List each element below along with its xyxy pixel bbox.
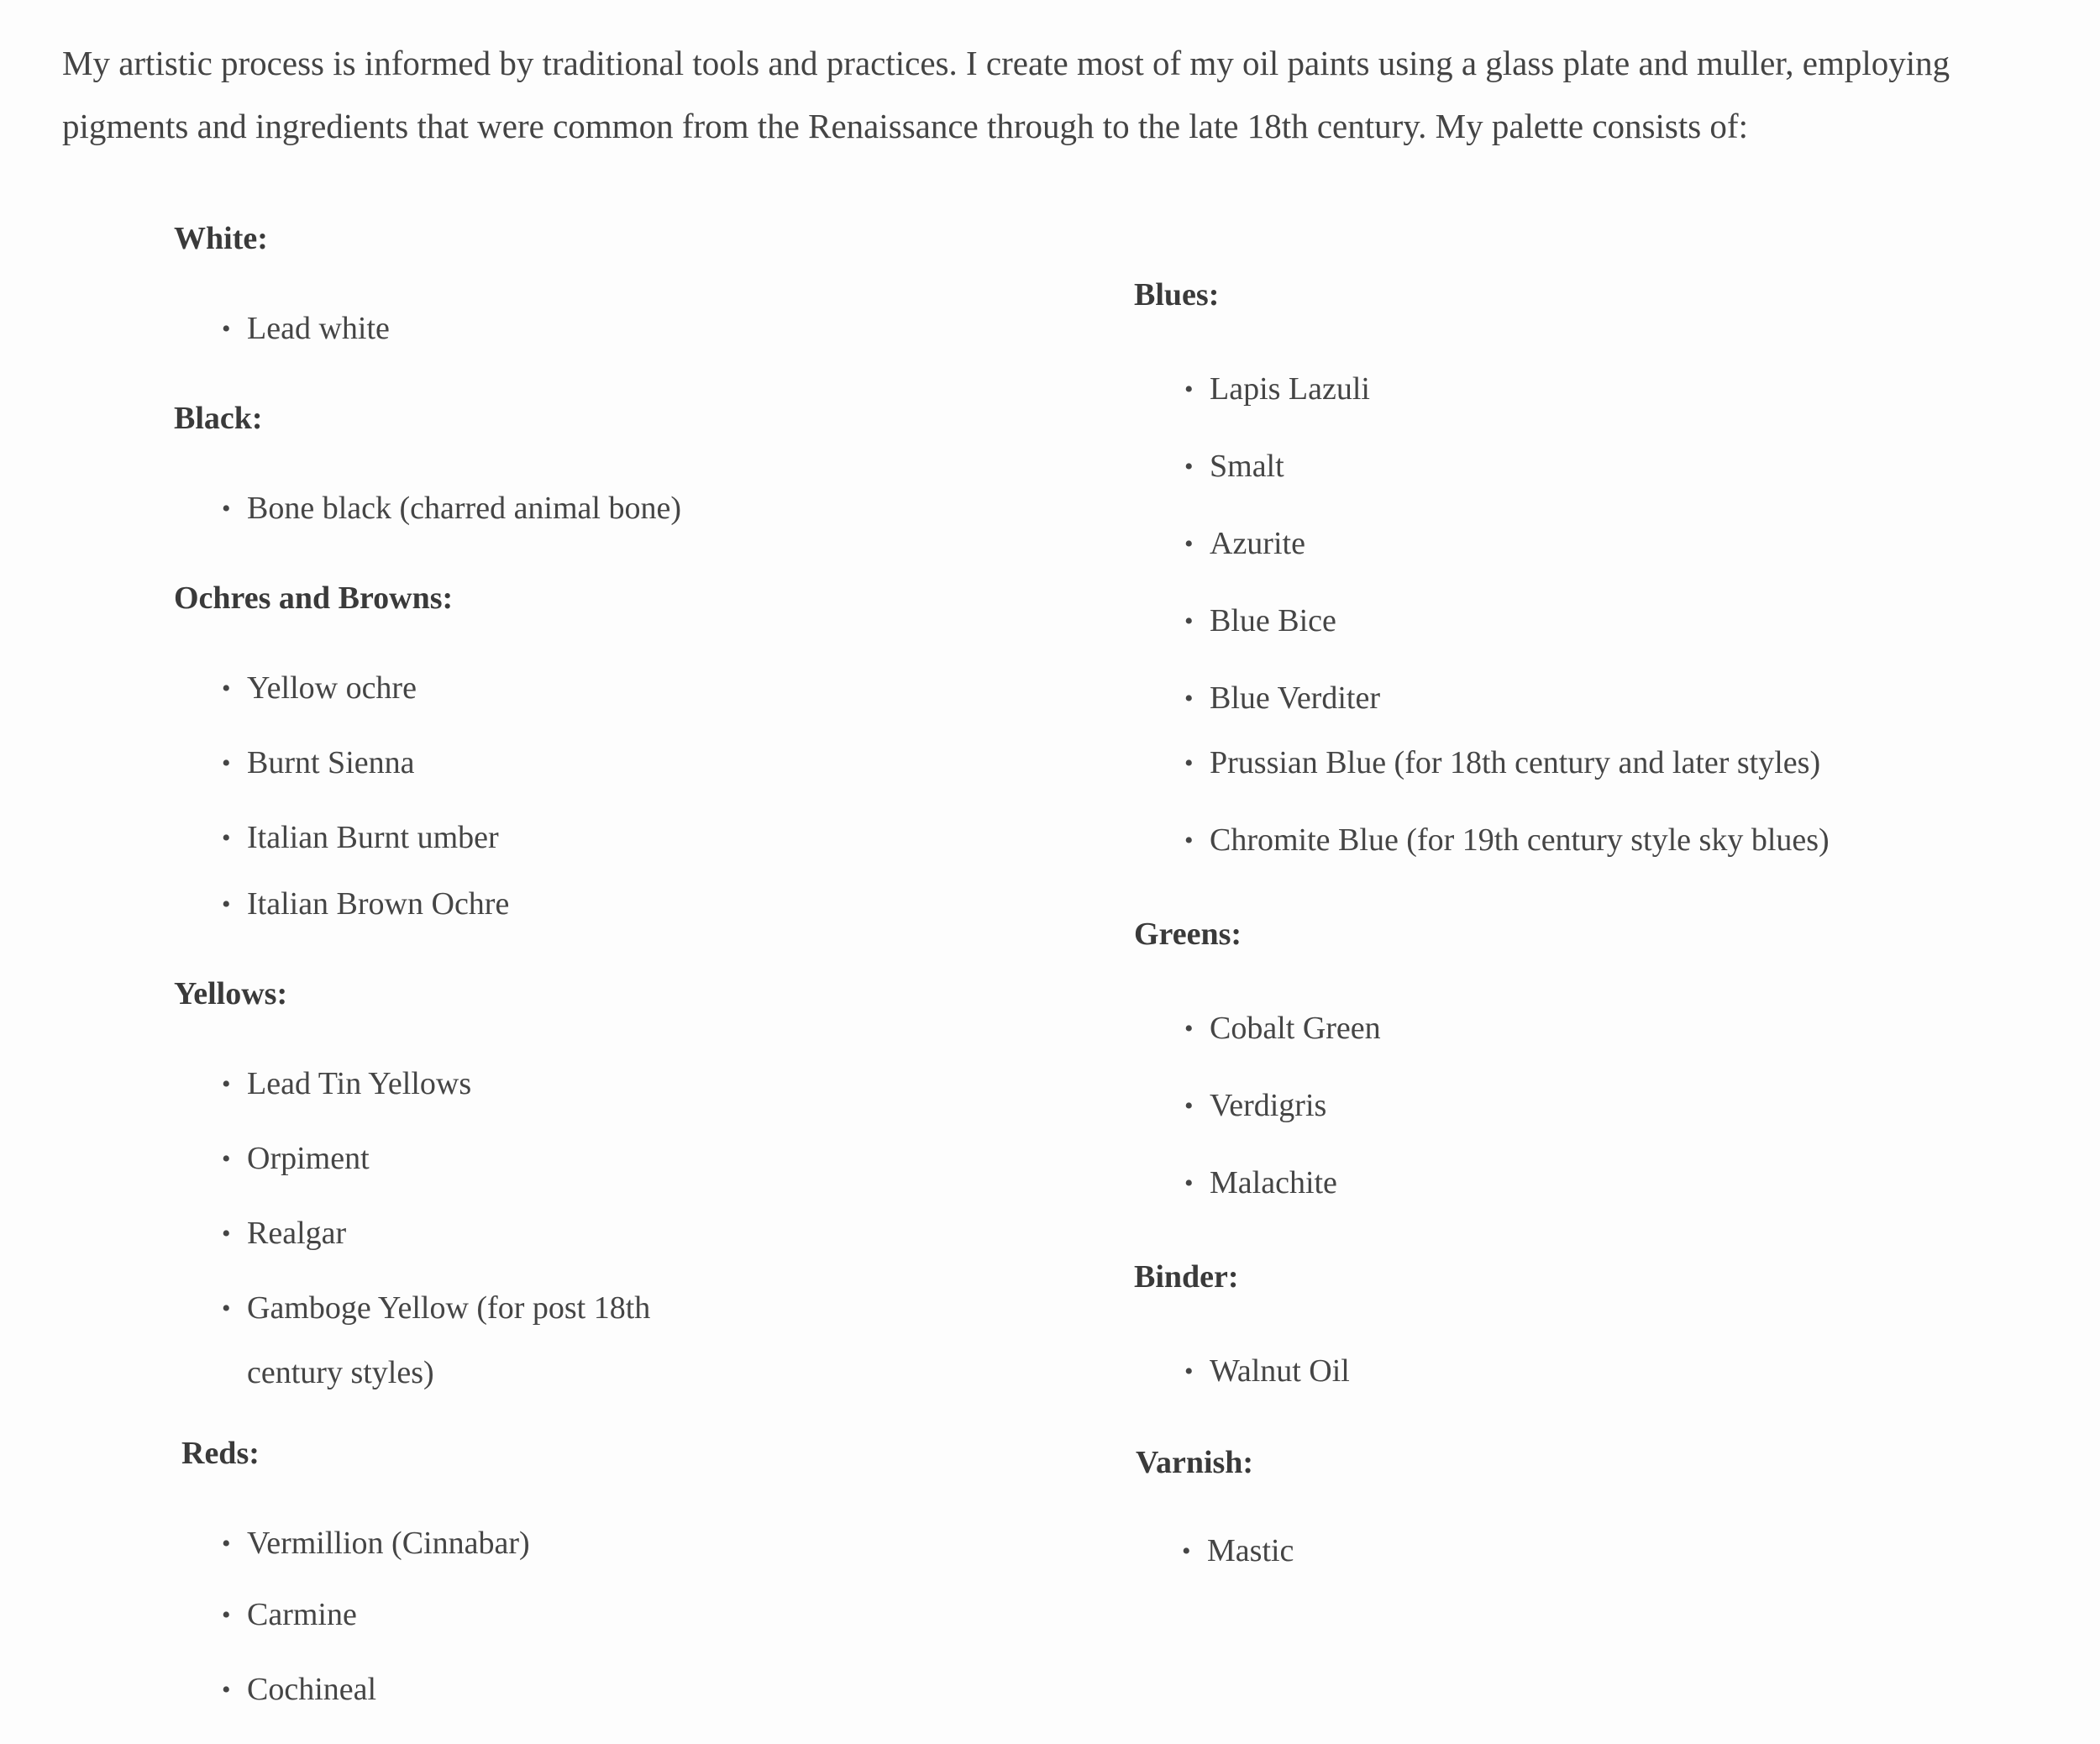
bullet-icon: • [1184, 1169, 1194, 1197]
list-item: • Yellow ochre [247, 656, 417, 721]
list-item: • Realgar [247, 1201, 346, 1266]
heading-greens: Greens: [1134, 917, 1242, 952]
list-item: • Mastic [1207, 1519, 1294, 1584]
bullet-icon: • [222, 1295, 231, 1322]
bullet-icon: • [1184, 827, 1194, 854]
list-item: • Bone black (charred animal bone) [247, 476, 681, 541]
bullet-icon: • [1184, 1015, 1194, 1043]
bullet-icon: • [222, 1070, 231, 1098]
list-item: • Lead white [247, 297, 390, 361]
bullet-icon: • [222, 675, 231, 702]
list-item: • Blue Bice [1210, 589, 1336, 654]
bullet-icon: • [1184, 1358, 1194, 1385]
list-item: • Lapis Lazuli [1210, 357, 1370, 422]
heading-yellows: Yellows: [174, 976, 288, 1011]
bullet-icon: • [222, 1676, 231, 1704]
heading-binder: Binder: [1134, 1259, 1239, 1295]
list-item: • Cobalt Green [1210, 996, 1381, 1061]
intro-paragraph: My artistic process is informed by traditional tools and practices. I create most of my oil paints using a glass plate and muller, employing pigments and ingredients that were common from the Renaissance through to the late 18th century. My palette consists of: [62, 44, 1950, 145]
bullet-icon: • [222, 1530, 231, 1558]
bullet-icon: • [1184, 530, 1194, 558]
bullet-icon: • [222, 1601, 231, 1629]
bullet-icon: • [222, 749, 231, 777]
list-item: • Walnut Oil [1210, 1339, 1350, 1404]
list-item: • Chromite Blue (for 19th century style sky blues) [1210, 808, 1830, 873]
heading-white: White: [174, 221, 268, 256]
list-item: • Azurite [1210, 512, 1305, 576]
bullet-icon: • [1182, 1537, 1191, 1565]
list-item: • Blue Verditer [1210, 666, 1380, 731]
bullet-icon: • [222, 495, 231, 523]
bullet-icon: • [1184, 376, 1194, 403]
bullet-icon: • [222, 1145, 231, 1173]
bullet-icon: • [222, 824, 231, 852]
heading-ochres-and-browns: Ochres and Browns: [174, 580, 454, 616]
list-item: • Malachite [1210, 1151, 1337, 1216]
list-item: • Carmine [247, 1583, 357, 1647]
list-item: • Orpiment [247, 1127, 370, 1191]
heading-varnish: Varnish: [1136, 1445, 1254, 1480]
bullet-icon: • [1184, 749, 1194, 777]
bullet-icon: • [222, 315, 231, 343]
list-item: • Italian Brown Ochre [247, 872, 509, 937]
bullet-icon: • [1184, 453, 1194, 481]
list-item: • Vermillion (Cinnabar) [247, 1511, 530, 1576]
list-item: • Prussian Blue (for 18th century and later styles) [1210, 731, 1820, 796]
list-item: • Lead Tin Yellows [247, 1052, 471, 1116]
bullet-icon: • [222, 1220, 231, 1248]
list-item: • Smalt [1210, 434, 1284, 499]
list-item: • Gamboge Yellow (for post 18th century styles) [247, 1276, 717, 1405]
heading-black: Black: [174, 401, 263, 436]
heading-blues: Blues: [1134, 277, 1220, 313]
bullet-icon: • [1184, 1092, 1194, 1120]
list-item: • Burnt Sienna [247, 731, 414, 796]
bullet-icon: • [1184, 607, 1194, 635]
bullet-icon: • [1184, 685, 1194, 712]
list-item: • Italian Burnt umber [247, 806, 499, 870]
list-item: • Verdigris [1210, 1074, 1326, 1138]
list-item: • Cochineal [247, 1657, 376, 1722]
heading-reds: Reds: [181, 1436, 260, 1471]
bullet-icon: • [222, 890, 231, 918]
